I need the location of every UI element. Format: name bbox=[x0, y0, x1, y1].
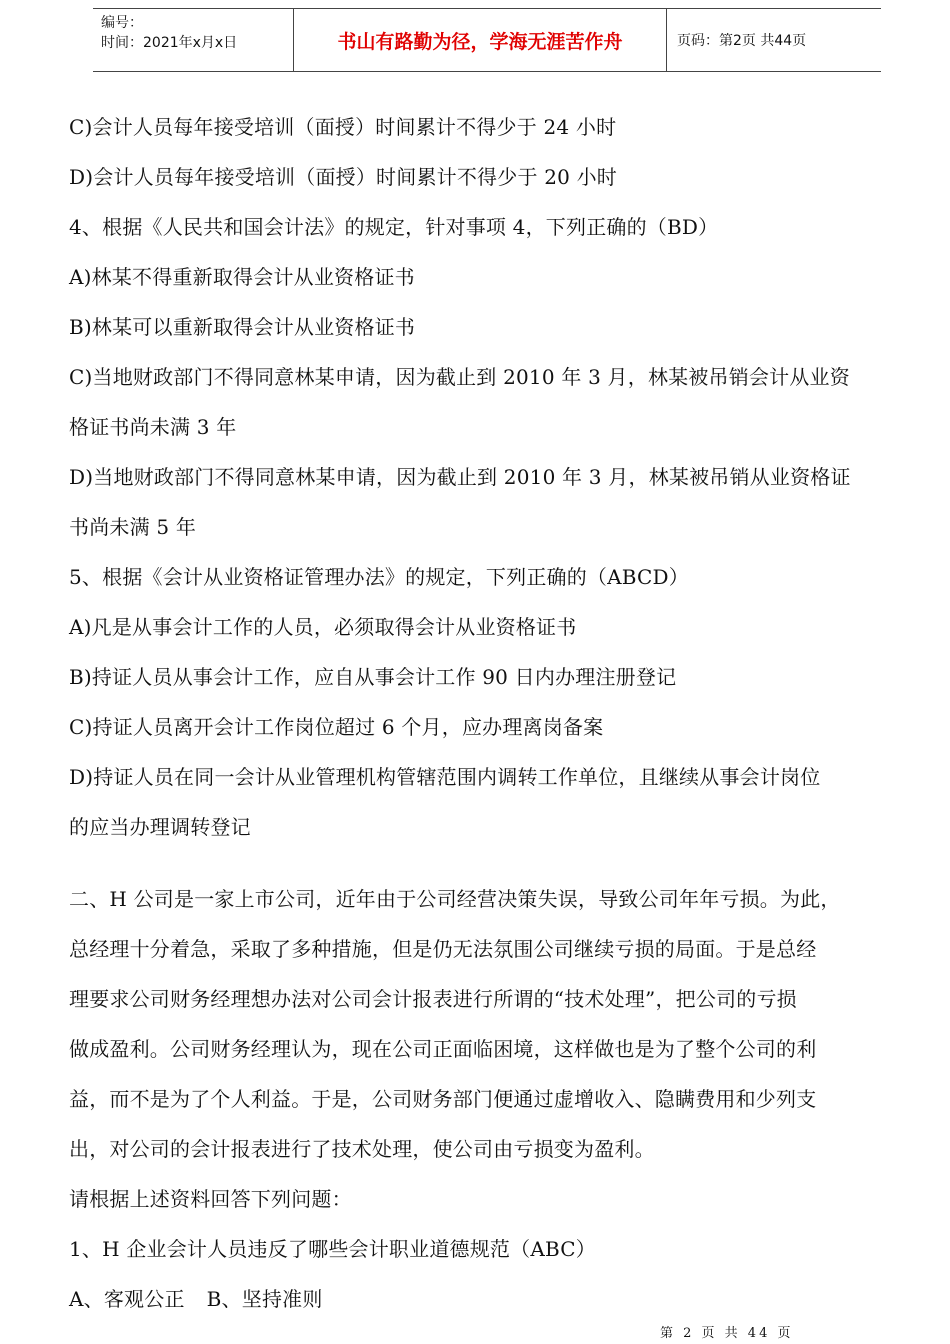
page-header bbox=[93, 8, 881, 72]
text-line: C)会计人员每年接受培训（面授）时间累计不得少于 24 小时 bbox=[69, 115, 617, 139]
document-time-label: 时间：2021年x月x日 bbox=[101, 35, 238, 51]
text-line: 书尚未满 5 年 bbox=[69, 515, 197, 539]
case-text-line: 做成盈利。公司财务经理认为，现在公司正面临困境，这样做也是为了整个公司的利 bbox=[69, 1037, 817, 1061]
question-5: 5、根据《会计从业资格证管理办法》的规定，下列正确的（ABCD） bbox=[69, 565, 689, 589]
case-text-line: 理要求公司财务经理想办法对公司会计报表进行所谓的“技术处理”，把公司的亏损 bbox=[69, 987, 797, 1011]
header-page-info: 页码：第2页 共44页 bbox=[677, 33, 807, 49]
text-line: B)林某可以重新取得会计从业资格证书 bbox=[69, 315, 416, 339]
case-text-line: 二、H 公司是一家上市公司，近年由于公司经营决策失误，导致公司年年亏损。为此， bbox=[69, 887, 841, 911]
header-meta bbox=[93, 9, 293, 71]
question-1: 1、H 企业会计人员违反了哪些会计职业道德规范（ABC） bbox=[69, 1237, 596, 1261]
text-line: D)持证人员在同一会计从业管理机构管辖范围内调转工作单位，且继续从事会计岗位 bbox=[69, 765, 821, 789]
case-text-line: 益，而不是为了个人利益。于是，公司财务部门便通过虚增收入、隐瞒费用和少列支 bbox=[69, 1087, 817, 1111]
text-line: A)林某不得重新取得会计从业资格证书 bbox=[69, 265, 415, 289]
document-body bbox=[69, 102, 909, 1324]
case-text-line: 出，对公司的会计报表进行了技术处理，使公司由亏损变为盈利。 bbox=[69, 1137, 655, 1161]
paragraph-gap bbox=[69, 852, 909, 874]
instruction-line: 请根据上述资料回答下列问题： bbox=[69, 1187, 352, 1211]
text-line: C)持证人员离开会计工作岗位超过 6 个月，应办理离岗备案 bbox=[69, 715, 604, 739]
options-line bbox=[69, 1274, 909, 1324]
text-line: D)会计人员每年接受培训（面授）时间累计不得少于 20 小时 bbox=[69, 165, 618, 189]
text-line: D)当地财政部门不得同意林某申请，因为截止到 2010 年 3 月，林某被吊销从业资格证 bbox=[69, 465, 851, 489]
text-line: C)当地财政部门不得同意林某申请，因为截止到 2010 年 3 月，林某被吊销会计从业资 bbox=[69, 365, 850, 389]
header-motto: 书山有路勤为径，学海无涯苦作舟 bbox=[293, 9, 667, 71]
text-line: B)持证人员从事会计工作，应自从事会计工作 90 日内办理注册登记 bbox=[69, 665, 677, 689]
option-a: A、客观公正 bbox=[69, 1287, 185, 1311]
question-4: 4、根据《人民共和国会计法》的规定，针对事项 4，下列正确的（BD） bbox=[69, 215, 719, 239]
page-footer: 第 2 页 共 44 页 bbox=[660, 1326, 794, 1341]
case-text-line: 总经理十分着急，采取了多种措施，但是仍无法氛围公司继续亏损的局面。于是总经 bbox=[69, 937, 817, 961]
option-b: B、坚持准则 bbox=[206, 1287, 323, 1311]
text-line: 格证书尚未满 3 年 bbox=[69, 415, 237, 439]
text-line: A)凡是从事会计工作的人员，必须取得会计从业资格证书 bbox=[69, 615, 577, 639]
document-number-label: 编号： bbox=[101, 15, 143, 31]
text-line: 的应当办理调转登记 bbox=[69, 815, 251, 839]
